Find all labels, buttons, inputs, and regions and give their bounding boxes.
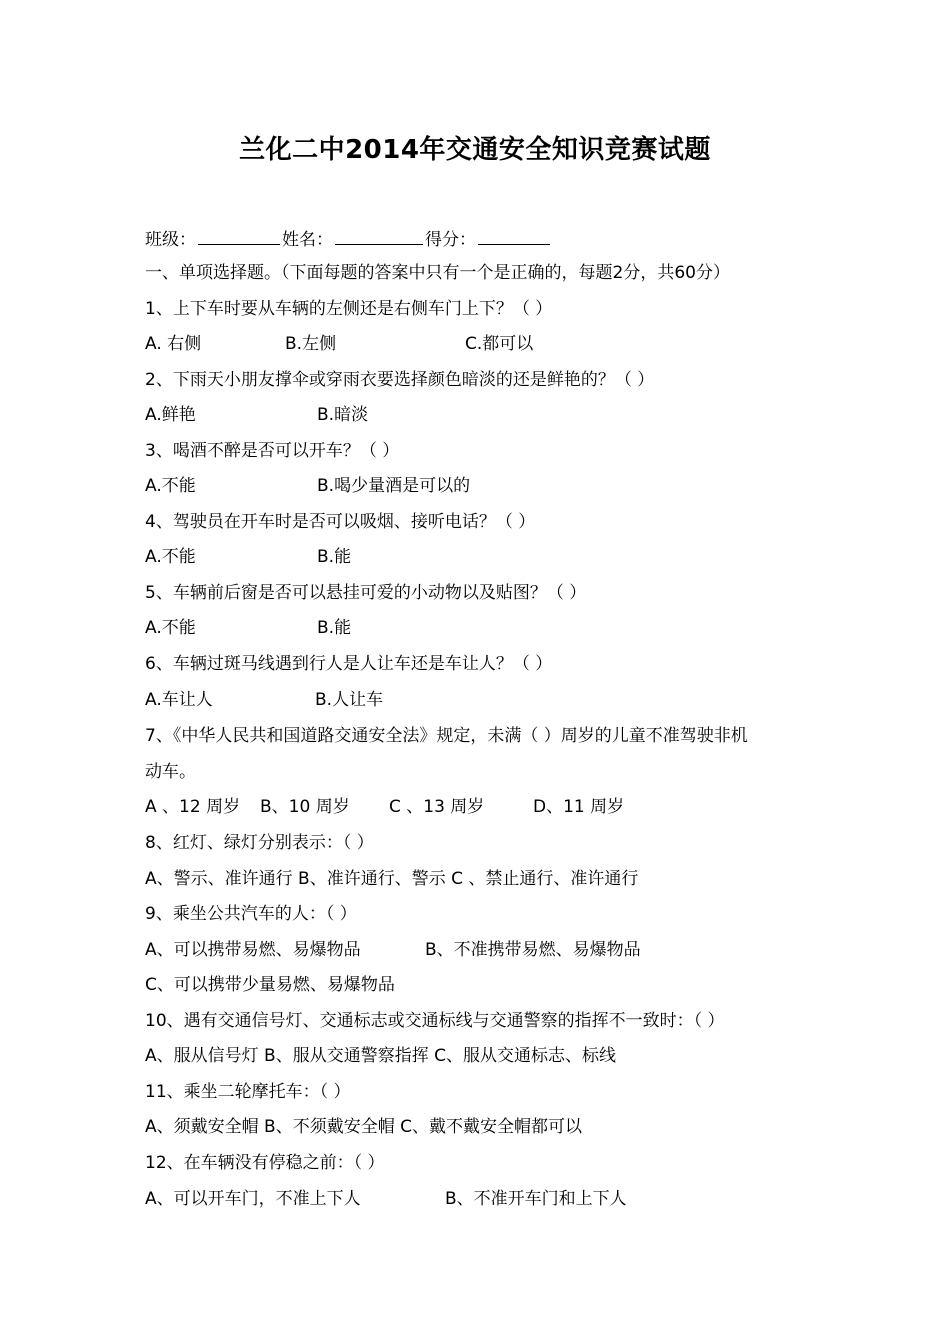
option-b: B.喝少量酒是可以的 <box>317 476 471 496</box>
question-11-options: A、须戴安全帽 B、不须戴安全帽 C、戴不戴安全帽都可以 <box>145 1117 582 1137</box>
question-4: 4、驾驶员在开车时是否可以吸烟、接听电话？（ ） <box>145 512 536 532</box>
option-b: B、不准携带易燃、易爆物品 <box>425 940 641 960</box>
question-4-options <box>145 544 845 570</box>
option-a: A.不能 <box>145 618 196 638</box>
option-b: B、10 周岁 <box>260 797 350 817</box>
question-2-options <box>145 402 845 428</box>
question-9: 9、乘坐公共汽车的人：（ ） <box>145 904 357 924</box>
question-3-options <box>145 473 845 499</box>
option-a: A. 右侧 <box>145 334 202 354</box>
question-7: 7、《中华人民共和国道路交通安全法》规定，未满（ ）周岁的儿童不准驾驶非机 <box>145 726 748 746</box>
score-label: 得分： <box>425 230 476 250</box>
option-d: D、11 周岁 <box>533 797 625 817</box>
question-7-options <box>145 794 845 820</box>
question-2: 2、下雨天小朋友撑伞或穿雨衣要选择颜色暗淡的还是鲜艳的？（ ） <box>145 370 655 390</box>
option-b: B、不准开车门和上下人 <box>445 1189 627 1209</box>
question-9-options <box>145 937 845 963</box>
section-heading: 一、单项选择题。（下面每题的答案中只有一个是正确的，每题2分，共60分） <box>145 263 730 283</box>
option-b: B.能 <box>317 618 352 638</box>
question-11: 11、乘坐二轮摩托车：（ ） <box>145 1082 351 1102</box>
question-8: 8、红灯、绿灯分别表示：（ ） <box>145 833 374 853</box>
option-b: B.左侧 <box>285 334 337 354</box>
option-a: A、可以携带易燃、易爆物品 <box>145 940 361 960</box>
question-7-continued: 动车。 <box>145 762 196 782</box>
option-b: B.人让车 <box>315 690 384 710</box>
name-label: 姓名： <box>282 230 333 250</box>
option-a: A.不能 <box>145 547 196 567</box>
question-3: 3、喝酒不醉是否可以开车？（ ） <box>145 441 400 461</box>
question-1-options <box>145 331 845 357</box>
option-a: A.不能 <box>145 476 196 496</box>
name-blank[interactable] <box>335 225 423 245</box>
question-5-options <box>145 615 845 641</box>
option-a: A.车让人 <box>145 690 213 710</box>
class-label: 班级： <box>145 230 196 250</box>
question-10-options: A、服从信号灯 B、服从交通警察指挥 C、服从交通标志、标线 <box>145 1046 616 1066</box>
question-8-options: A、警示、准许通行 B、准许通行、警示 C 、禁止通行、准许通行 <box>145 869 639 889</box>
option-a: A.鲜艳 <box>145 405 196 425</box>
option-a: A 、12 周岁 <box>145 797 241 817</box>
question-5: 5、车辆前后窗是否可以悬挂可爱的小动物以及贴图？（ ） <box>145 583 587 603</box>
option-a: A、可以开车门，不准上下人 <box>145 1189 361 1209</box>
question-12: 12、在车辆没有停稳之前：（ ） <box>145 1153 385 1173</box>
question-6-options <box>145 687 845 713</box>
score-blank[interactable] <box>478 225 550 245</box>
class-blank[interactable] <box>198 225 280 245</box>
student-info-line <box>145 225 552 253</box>
question-10: 10、遇有交通信号灯、交通标志或交通标线与交通警察的指挥不一致时：（ ） <box>145 1011 725 1031</box>
question-6: 6、车辆过斑马线遇到行人是人让车还是车让人？（ ） <box>145 654 553 674</box>
option-b: B.能 <box>317 547 352 567</box>
question-9-option-c: C、可以携带少量易燃、易爆物品 <box>145 975 395 995</box>
option-c: C 、13 周岁 <box>389 797 485 817</box>
question-1: 1、上下车时要从车辆的左侧还是右侧车门上下？（ ） <box>145 299 553 319</box>
page-title: 兰化二中2014年交通安全知识竞赛试题 <box>239 135 711 165</box>
option-c: C.都可以 <box>465 334 534 354</box>
question-12-options <box>145 1186 845 1212</box>
option-b: B.暗淡 <box>317 405 369 425</box>
